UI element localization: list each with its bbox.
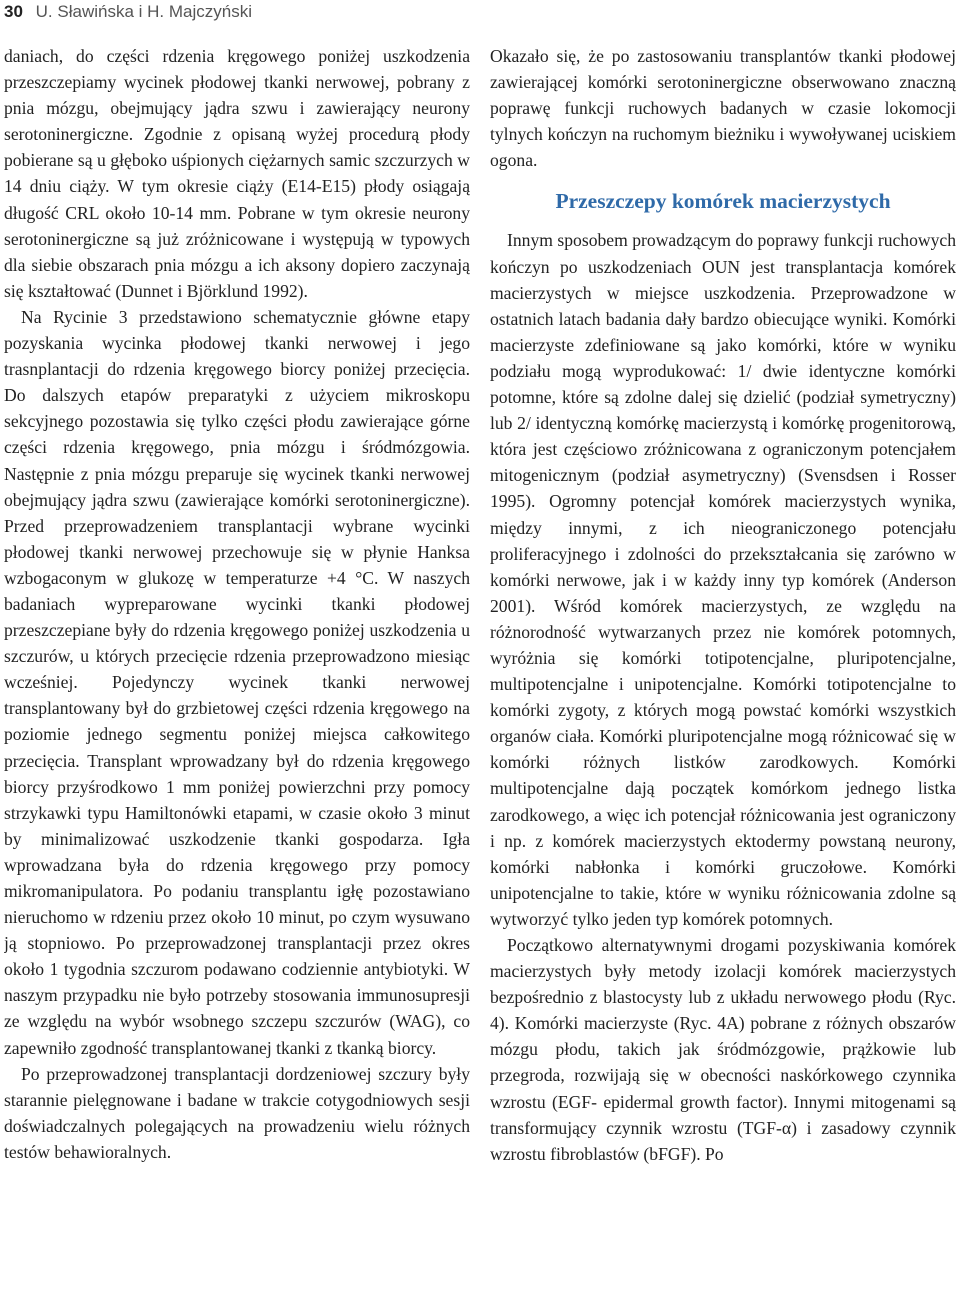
right-column [490,43,956,1288]
body-paragraph: Po przeprowadzonej transplantacji dordzeniowej szczury były starannie pielęgnowane i badane w trakcie cotygodniowych sesji doświadczalnych polegających na prowadzeniu wielu różnych testów behawioralnych. [4,1063,470,1162]
body-paragraph: Na Rycinie 3 przedstawiono schematycznie główne etapy pozyskania wycinka płodowej tkanki nerwowej i jego trasnplantacji do rdzenia kręgowego biorcy poniżej przecięcia. Do dalszych etapów preparatyki z użyciem mikroskopu sekcyjnego pozostawia się tylko części płodu zawierające górne części rdzenia kręgowego, pnia mózgu i śródmózgowia. Następnie z pnia mózgu preparuje się wycinek tkanki nerwowej obejmujący jądra szwu (zawierające komórki serotoninergiczne). Przed przeprowadzeniem transplantacji wybrane wycinki płodowej tkanki nerwowej przechowuje się w płynie Hanksa wzbogaconym w glukozę w temperaturze +4 °C. W naszych badaniach wypreparowane wycinki tkanki płodowej przeszczepiane były do rdzenia kręgowego poniżej uszkodzenia u szczurów, u których przecięcie rdzenia przeprowadzono miesiąc wcześniej. Pojedynczy wycinek tkanki nerwowej transplantowany był do grzbietowej części rdzenia kręgowego na poziomie jednego segmentu poniżej miejsca całkowitego przecięcia. Transplant wprowadzany był do rdzenia kręgowego biorcy przyśrodkowo 1 mm poniżej powierzchni przy pomocy strzykawki typu Hamiltonówki etapami, w czasie około 3 minut by minimalizować uszkodzenie tkanki gospodarza. Igła wprowadzana była do rdzenia kręgowego przy pomocy mikromanipulatora. Po podaniu transplantu igłę pozostawiano nieruchomo w rdzeniu przez około 10 minut, po czym wysuwano ją stopniowo. Po przeprowadzonej transplantacji przez okres około 1 tygodnia szczurom podawano codziennie antybiotyki. W naszym przypadku nie było potrzeby stosowania immunosupresji ze względu na wybór wsobnego szczepu szczurów (WAG), co zapewniło zgodność transplantowanej tkanki z tkanką biorcy. [4,306,470,1058]
page-number: 30 [4,2,23,21]
left-column [4,43,470,1288]
running-head [4,0,252,24]
body-paragraph: Innym sposobem prowadzącym do poprawy funkcji ruchowych kończyn po uszkodzeniach OUN jest transplantacja komórek macierzystych w miejsce uszkodzenia. Przeprowadzone w ostatnich latach badania dały bardzo obiecujące wyniki. Komórki macierzyste zdefiniowane są jako komórki, które w wyniku podziału mogą wyprodukować: 1/ dwie identyczne komórki potomne, które są zdolne dalej się dzielić (podział symetryczny) lub 2/ identyczną komórkę macierzystą i komórkę progenitorową, która jest częściowo zróżnicowana z ograniczonym potencjałem mitogenicznym (podział asymetryczny) (Svensdsen i Rosser 1995). Ogromny potencjał komórek macierzystych wynika, między innymi, z ich nieograniczonego potencjału proliferacyjnego i zdolności do przekształcania się zarówno w komórki nerwowe, jak i w każdy inny typ komórek (Anderson 2001). Wśród komórek macierzystych, ze względu na różnorodność wytwarzanych przez nie komórek potomnych, wyróżnia się komórki totipotencjalne, pluripotencjalne, multipotencjalne i unipotencjalne. Komórki totipotencjalne to komórki zygoty, z których mogą powstać komórki wszystkich organów ciała. Komórki pluripotencjalne mogą różnicować się w komórki różnych listków zarodkowych. Komórki multipotencjalne dają początek komórkom jednego listka zarodkowego, a więc ich potencjał różnicowania jest ograniczony i np. z komórek macierzystych ektodermy powstaną neurony, komórki nabłonka i komórki gruczołowe. Komórki unipotencjalne to takie, które w wyniku różnicowania zdolne są wytworzyć tylko jeden typ komórek potomnych. [490,230,956,929]
body-paragraph: daniach, do części rdzenia kręgowego poniżej uszkodzenia przeszczepiamy wycinek płodowej tkanki nerwowej, pobrany z pnia mózgu, obejmujący jądra szwu i zawierający neurony serotoninergiczne. Zgodnie z opisaną wyżej procedurą płody pobierane są u głęboko uśpionych ciężarnych samic szczurzych w 14 dniu ciąży. W tym okresie ciąży (E14-E15) płody osiągają długość CRL około 10-14 mm. Pobrane w tym okresie neurony serotoninergiczne są już zróżnicowane i występują w typowych dla siebie obszarach pnia mózgu a ich aksony dopiero zaczynają się kształtować (Dunnet i Björklund 1992). [4,46,470,301]
body-paragraph: Początkowo alternatywnymi drogami pozyskiwania komórek macierzystych były metody izolacji komórek macierzystych bezpośrednio z blastocysty lub z układu nerwowego płodu (Ryc. 4). Komórki macierzyste (Ryc. 4A) pobrane z różnych obszarów mózgu płodu, takich jak śródmózgowie, prążkowie lub przegroda, rozwijają się w obecności naskórkowego czynnika wzrostu (EGF- epidermal growth factor). Innymi mitogenami są transformujący czynnik wzrostu (TGF-α) i zasadowy czynnik wzrostu fibroblastów (bFGF). Po [490,935,956,1164]
body-paragraph: Okazało się, że po zastosowaniu transplantów tkanki płodowej zawierającej komórki serotoninergiczne obserwowano znaczną poprawę funkcji ruchowych badanych w czasie lokomocji tylnych kończyn na ruchomym bieżniku i wywoływanej uciskiem ogona. [490,46,956,171]
section-heading: Przeszczepy komórek macierzystych [555,189,891,214]
running-head-authors: U. Sławińska i H. Majczyński [35,2,252,21]
